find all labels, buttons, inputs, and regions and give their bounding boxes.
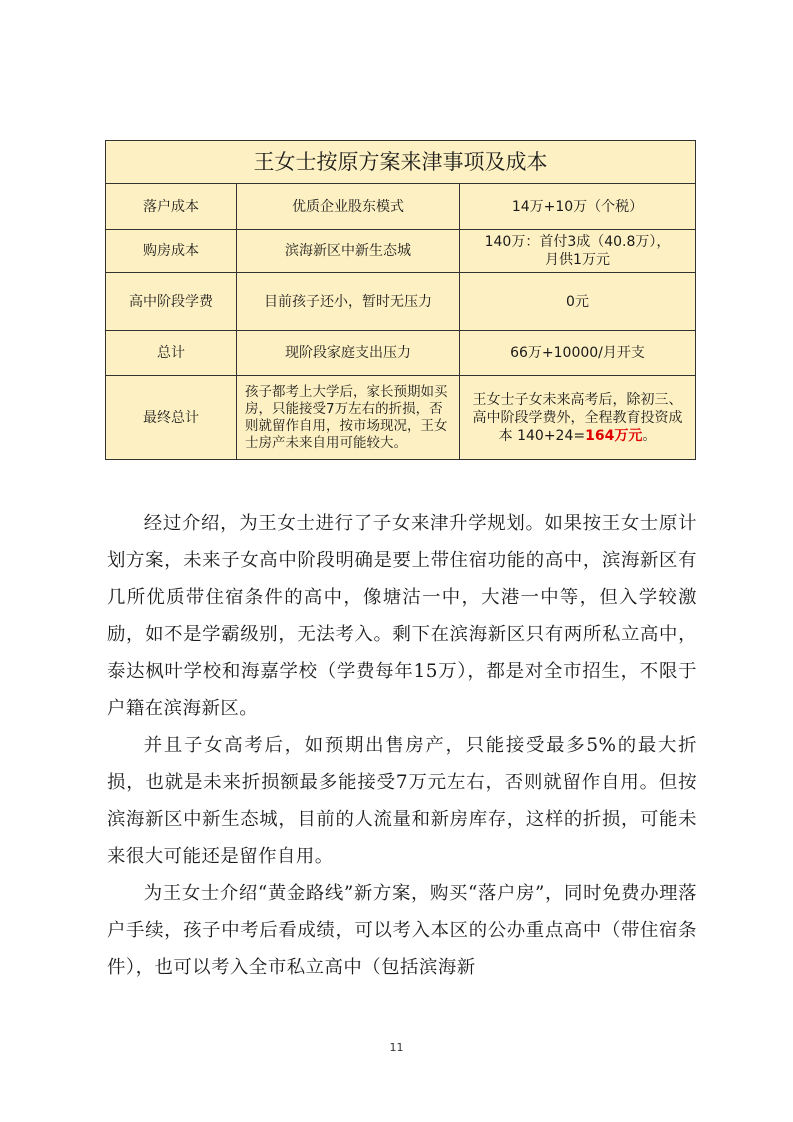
row-cost-suffix: 。 <box>642 427 657 444</box>
table-row <box>106 331 696 376</box>
row-detail: 目前孩子还小，暂时无压力 <box>237 273 460 331</box>
row-label: 高中阶段学费 <box>106 273 237 331</box>
body-paragraph: 为王女士介绍“黄金路线”新方案，购买“落户房”，同时免费办理落户手续，孩子中考后看成绩，可以考入本区的公办重点高中（带住宿条件），也可以考入全市私立高中（包括滨海新 <box>107 883 697 978</box>
row-detail: 滨海新区中新生态城 <box>237 230 460 273</box>
row-label: 购房成本 <box>106 230 237 273</box>
row-detail: 现阶段家庭支出压力 <box>237 331 460 376</box>
row-detail: 优质企业股东模式 <box>237 184 460 230</box>
row-detail: 孩子都考上大学后，家长预期如买房，只能接受7万左右的折损，否则就留作自用，按市场现况，王女士房产未来自用可能较大。 <box>237 376 460 460</box>
row-cost: 0元 <box>460 273 696 331</box>
row-cost-highlight: 164万元 <box>585 427 643 444</box>
body-paragraph: 并且子女高考后，如预期出售房产，只能接受最多5%的最大折损，也就是未来折损额最多能接受7万元左右，否则就留作自用。但按滨海新区中新生态城，目前的人流量和新房库存，这样的折损，可能未来很大可能还是留作自用。 <box>107 735 697 867</box>
table-row <box>106 376 696 460</box>
cost-table <box>105 140 696 460</box>
table-row <box>106 184 696 230</box>
row-cost: 66万+10000/月开支 <box>460 331 696 376</box>
row-cost-line: 月供1万元 <box>545 252 610 268</box>
row-cost <box>460 230 696 273</box>
body-paragraph: 经过介绍，为王女士进行了子女来津升学规划。如果按王女士原计划方案，未来子女高中阶段明确是要上带住宿功能的高中，滨海新区有几所优质带住宿条件的高中，像塘沽一中，大港一中等，但入学较激励，如不是学霸级别，无法考入。剩下在滨海新区只有两所私立高中，泰达枫叶学校和海嘉学校（学费每年15万），都是对全市招生，不限于户籍在滨海新区。 <box>107 513 697 719</box>
table-row <box>106 230 696 273</box>
row-cost <box>460 376 696 460</box>
row-cost-text: 王女士子女未来高考后，除初三、高中阶段学费外，全程教育投资成本 140+24= <box>472 391 683 444</box>
row-cost: 14万+10万（个税） <box>460 184 696 230</box>
row-cost-line: 140万：首付3成（40.8万）， <box>484 234 671 250</box>
row-label: 最终总计 <box>106 376 237 460</box>
row-label: 总计 <box>106 331 237 376</box>
row-label: 落户成本 <box>106 184 237 230</box>
table-title: 王女士按原方案来津事项及成本 <box>106 141 696 184</box>
table-title-row <box>106 141 696 184</box>
page-number: 11 <box>389 1041 404 1054</box>
table-row <box>106 273 696 331</box>
